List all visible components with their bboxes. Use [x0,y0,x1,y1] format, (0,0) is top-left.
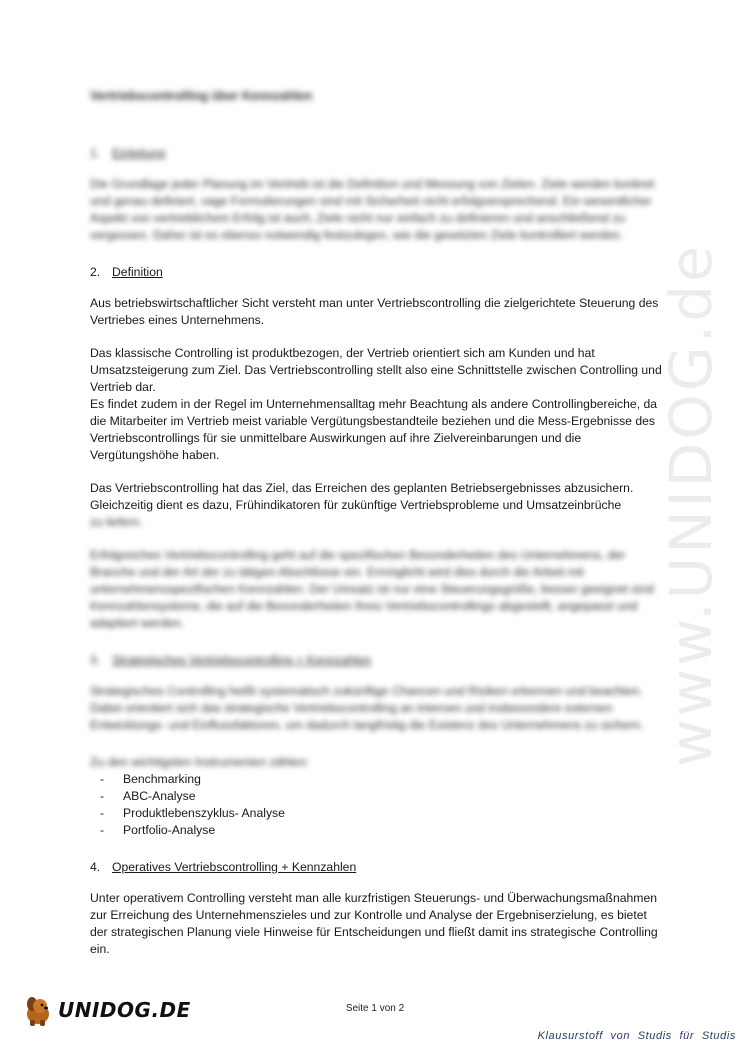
section-title: Einleitung [112,146,166,160]
paragraph: Die Grundlage jeder Planung im Vertrieb ist die Definition und Messung von Zielen. Ziele werden konkret und genau definiert, vage Formulierungen sind mit Sicherheit nicht erfolgversprechend. Ein wesentlicher Aspekt von vertrieblichem Erfolg ist auch, Ziele nicht nur einfach zu definieren und anschließend zu vergessen. Daher ist es ebenso notwendig festzulegen, wie die gesetzten Ziele kontrolliert werden. [90,177,655,242]
paragraph: Es findet zudem in der Regel im Unternehmensalltag mehr Beachtung als andere Controllingbereiche, da die Mitarbeiter im Vertrieb meist variable Vergütungsbestandteile beziehen und die Mess-Ergebnisse des Vertriebscontrollings für sie unmittelbare Auswirkungen auf ihre Zielvereinbarungen und die Vergütungshöhe haben. [90,397,658,462]
list-item-text: ABC-Analyse [123,789,196,803]
section-4 [90,859,665,958]
section-1 [90,145,665,244]
section-number: 2. [90,265,101,279]
paragraph: Das Vertriebscontrolling hat das Ziel, das Erreichen des geplanten Betriebsergebnisses abzusichern. Gleichzeitig dient es dazu, Frühindikatoren für zukünftige Vertriebsprobleme und Umsatzeinbrüche [90,481,634,512]
list-dash: - [100,772,105,786]
section-heading [90,652,665,669]
list-intro: Zu den wichtigsten Instrumenten zählen: [90,755,309,769]
list-item [90,822,665,839]
list-dash: - [100,789,105,803]
list-dash: - [100,806,105,820]
document-title: Vertriebscontrolling über Kennzahlen [90,89,313,103]
instrument-list [90,771,665,839]
paragraph-continuation: zu liefern. [90,515,143,529]
section-heading [90,145,665,162]
section-heading [90,264,665,281]
list-item-text: Produktlebenszyklus- Analyse [123,806,285,820]
paragraph: Erfolgreiches Vertriebscontrolling geht auf die spezifischen Besonderheiten des Unternehmens, der Branche und der Art der zu tätigen Abschlüsse ein. Ermöglicht wird dies durch die Arbeit mit unternehmensspezifischen Kennzahlen. Der Umsatz ist nur eine Steuerungsgröße, besser geeignet sind Kennzahlensysteme, die auf die Besonderheiten Ihres Vertriebscontrollings abgestellt, angepasst und adaptiert werden. [90,548,654,630]
watermark-text: www.UNIDOG.de [657,243,725,767]
footer-slogan: Klausurstoff von Studis für Studis [537,1030,736,1042]
document-content [90,88,665,974]
paragraph: Unter operativem Controlling versteht man alle kurzfristigen Steuerungs- und Überwachungsmaßnahmen zur Erreichung des Unternehmenszieles und zur Kontrolle und Analyse der Ergebniserzielung, es bietet der strategischen Planung viele Hinweise für Entscheidungen und fließt damit ins strategische Controlling ein. [90,891,658,956]
section-number: 4. [90,860,101,874]
section-3 [90,652,665,839]
list-item-text: Portfolio-Analyse [123,823,216,837]
logo-text: UNIDOG.DE [58,998,191,1022]
paragraph: Strategisches Controlling heißt systematisch zukünftige Chancen und Risiken erkennen und beachten. Dabei orientiert sich das strategische Vertriebscontrolling an internen und insbesondere externen Entwicklungs- und Einflussfaktoren, um dadurch langfristig die Existenz des Unternehmens zu sichern. [90,684,644,732]
section-heading [90,859,665,876]
dog-logo-icon [20,992,56,1028]
list-item [90,771,665,788]
section-title: Operatives Vertriebscontrolling + Kennzahlen [112,860,357,874]
section-2 [90,264,665,632]
list-dash: - [100,823,105,837]
list-item [90,805,665,822]
paragraph: Das klassische Controlling ist produktbezogen, der Vertrieb orientiert sich am Kunden und hat Umsatzsteigerung zum Ziel. Das Vertriebscontrolling stellt also eine Schnittstelle zwischen Controlling und Vertrieb dar. [90,346,662,394]
section-number: 1. [90,146,101,160]
paragraph: Aus betriebswirtschaftlicher Sicht versteht man unter Vertriebscontrolling die zielgerichtete Steuerung des Vertriebes eines Unternehmens. [90,296,659,327]
section-title: Definition [112,265,163,279]
page-number: Seite 1 von 2 [345,1003,405,1014]
unidog-logo[interactable] [20,990,191,1030]
section-number: 3. [90,653,101,667]
section-title: Strategisches Vertriebscontrolling + Kennzahlen [112,653,372,667]
list-item-text: Benchmarking [123,772,201,786]
list-item [90,788,665,805]
